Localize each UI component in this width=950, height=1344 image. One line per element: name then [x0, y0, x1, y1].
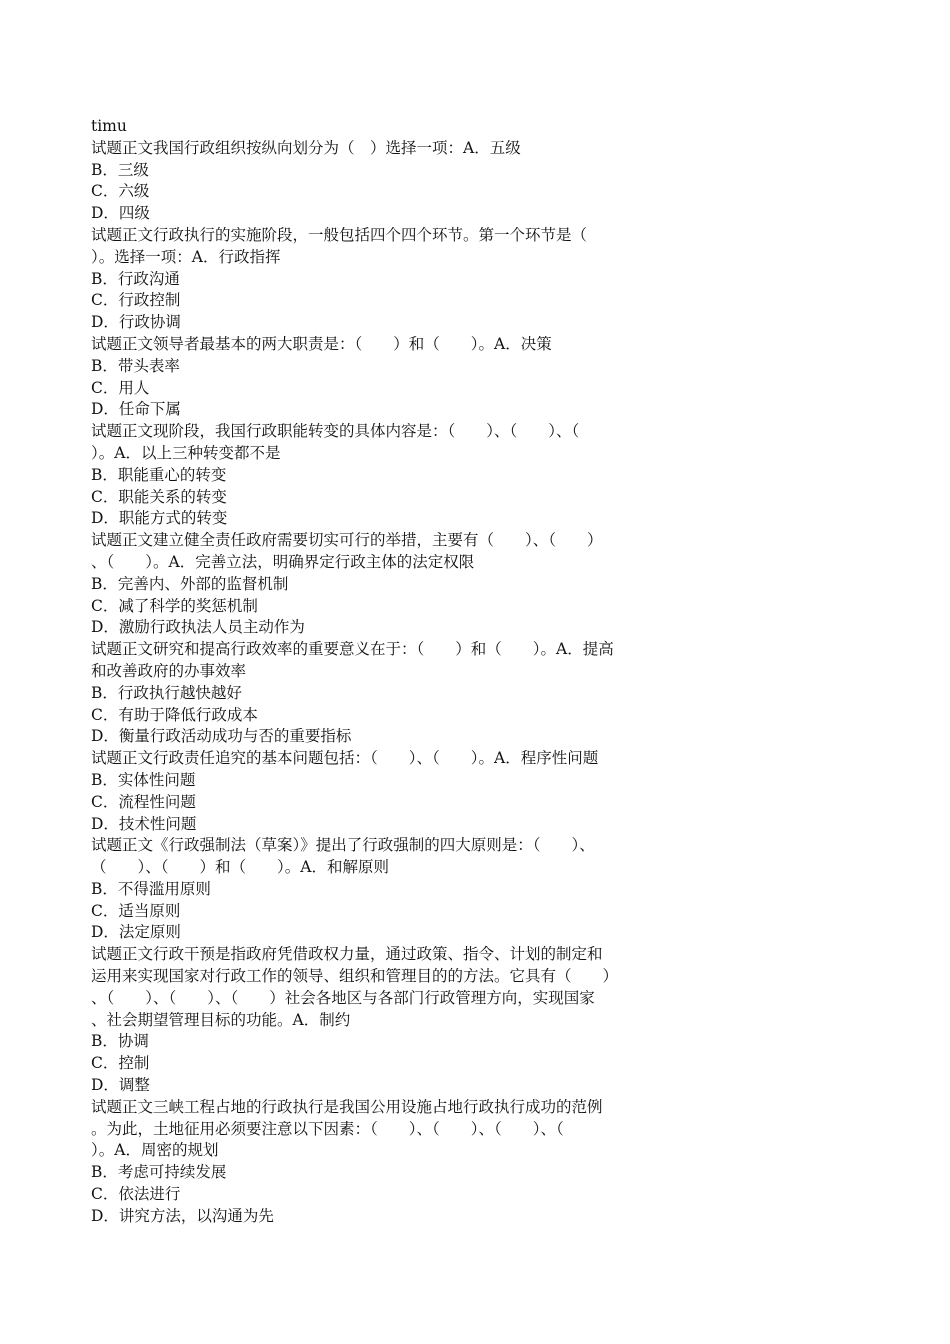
- text-line: 试题正文领导者最基本的两大职责是：（ ）和（ ）。A．决策: [91, 334, 552, 353]
- text-line: B．实体性问题: [91, 770, 196, 789]
- text-line: D．调整: [91, 1076, 150, 1095]
- text-line: C．行政控制: [91, 291, 181, 310]
- text-line: 试题正文现阶段，我国行政职能转变的具体内容是：（ ）、（ ）、（: [91, 422, 580, 441]
- text-line: 、社会期望管理目标的功能。A．制约: [91, 1010, 351, 1029]
- text-line: 试题正文三峡工程占地的行政执行是我国公用设施占地行政执行成功的范例: [91, 1097, 603, 1116]
- text-line: 试题正文建立健全责任政府需要切实可行的举措，主要有（ ）、（ ）: [91, 531, 603, 550]
- text-line: C．有助于降低行政成本: [91, 705, 258, 724]
- text-line: B．考虑可持续发展: [91, 1163, 227, 1182]
- text-line: D．职能方式的转变: [91, 509, 228, 528]
- text-line: B．三级: [91, 160, 149, 179]
- document-body: [91, 116, 691, 1228]
- text-line: ）。选择一项：A．行政指挥: [91, 247, 281, 266]
- text-line: D．技术性问题: [91, 814, 197, 833]
- text-line: 运用来实现国家对行政工作的领导、组织和管理目的的方法。它具有（ ）: [91, 967, 619, 986]
- text-line: D．任命下属: [91, 400, 181, 419]
- text-line: C．控制: [91, 1054, 150, 1073]
- text-line: D．讲究方法，以沟通为先: [91, 1206, 274, 1225]
- text-line: C．六级: [91, 182, 150, 201]
- text-line: ）。A．周密的规划: [91, 1141, 219, 1160]
- text-line: B．职能重心的转变: [91, 465, 227, 484]
- text-line: 和改善政府的办事效率: [91, 661, 247, 680]
- text-line: （ ）、（ ）和（ ）。A．和解原则: [91, 858, 389, 877]
- text-line: D．激励行政执法人员主动作为: [91, 618, 305, 637]
- text-line: 试题正文我国行政组织按纵向划分为（ ）选择一项：A．五级: [91, 138, 521, 157]
- text-line: 试题正文行政干预是指政府凭借政权力量，通过政策、指令、计划的制定和: [91, 945, 603, 964]
- text-line: B．完善内、外部的监督机制: [91, 574, 289, 593]
- text-line: C．适当原则: [91, 901, 181, 920]
- text-line: 、（ ）。A．完善立法，明确界定行政主体的法定权限: [91, 552, 475, 571]
- text-line: 、（ ）、（ ）、（ ）社会各地区与各部门行政管理方向，实现国家: [91, 988, 595, 1007]
- text-line: C．依法进行: [91, 1185, 181, 1204]
- text-line: D．行政协调: [91, 313, 181, 332]
- text-line: B．协调: [91, 1032, 149, 1051]
- text-line: D．法定原则: [91, 923, 181, 942]
- text-line: 试题正文行政执行的实施阶段，一般包括四个四个环节。第一个环节是（: [91, 225, 588, 244]
- text-line: C．用人: [91, 378, 150, 397]
- text-line: B．行政执行越快越好: [91, 683, 242, 702]
- text-line: 试题正文研究和提高行政效率的重要意义在于：（ ）和（ ）。A．提高: [91, 640, 614, 659]
- text-line: C．流程性问题: [91, 792, 196, 811]
- text-line: C．减了科学的奖惩机制: [91, 596, 258, 615]
- text-line: 。为此，土地征用必须要注意以下因素：（ ）、（ ）、（ ）、（: [91, 1119, 564, 1138]
- text-line: B．行政沟通: [91, 269, 180, 288]
- text-line: B．带头表率: [91, 356, 180, 375]
- text-line: 试题正文行政责任追究的基本问题包括：（ ）、（ ）。A．程序性问题: [91, 749, 599, 768]
- text-line: D．衡量行政活动成功与否的重要指标: [91, 727, 352, 746]
- text-line: D．四级: [91, 204, 150, 223]
- text-line: ）。A．以上三种转变都不是: [91, 443, 281, 462]
- document-heading: timu: [91, 117, 127, 135]
- text-line: 试题正文《行政强制法（草案）》提出了行政强制的四大原则是：（ ）、: [91, 836, 595, 855]
- text-line: C．职能关系的转变: [91, 487, 227, 506]
- text-line: B．不得滥用原则: [91, 879, 211, 898]
